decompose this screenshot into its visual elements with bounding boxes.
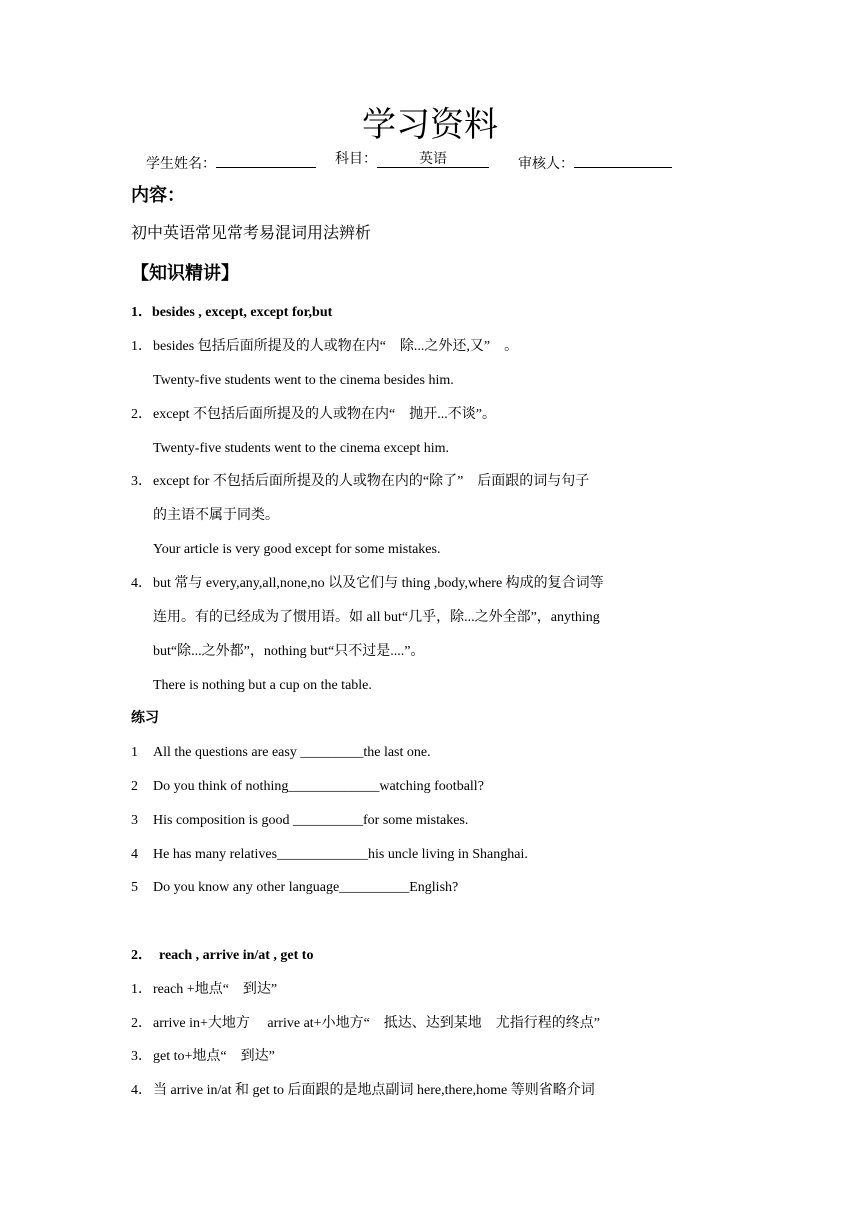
practice-item-5 xyxy=(131,878,458,898)
item-text: get to+地点“ 到达” xyxy=(153,1049,275,1064)
item-number: 3． xyxy=(131,474,152,489)
student-name-blank xyxy=(216,150,316,168)
practice-item-2 xyxy=(131,777,484,797)
item-number: 2． xyxy=(131,1016,152,1031)
item-number: 1． xyxy=(131,982,152,997)
item-text: reach +地点“ 到达” xyxy=(153,982,278,997)
item-text: except for 不包括后面所提及的人或物在内的“除了” 后面跟的词与句子 xyxy=(153,474,590,489)
item-number: 4． xyxy=(131,576,152,591)
student-name-field xyxy=(146,150,316,175)
reviewer-label: 审核人： xyxy=(518,157,574,172)
part2-item-4 xyxy=(131,1081,595,1101)
item-text: 当 arrive in/at 和 get to 后面跟的是地点副词 here,there,home 等则省略介词 xyxy=(153,1083,595,1098)
part1-item-4-cont: 连用。有的已经成为了惯用语。如 all but“几乎，除...之外全部”，anything xyxy=(153,610,600,625)
part2-heading: 2． reach , arrive in/at , get to xyxy=(131,948,314,963)
practice-text: Do you know any other language__________English? xyxy=(153,880,459,895)
part1-item-4-cont2: but“除...之外都”，nothing but“只不过是....”。 xyxy=(153,644,425,659)
part1-item-3 xyxy=(131,472,589,492)
practice-item-4 xyxy=(131,845,528,865)
part2-item-3 xyxy=(131,1047,275,1067)
item-number: 2． xyxy=(131,407,152,422)
practice-number: 2 xyxy=(131,779,138,794)
reviewer-blank xyxy=(574,150,672,168)
practice-text: He has many relatives_____________his uncle living in Shanghai. xyxy=(153,847,528,862)
subject-label: 科目： xyxy=(335,152,377,167)
part1-item-3-example: Your article is very good except for some mistakes. xyxy=(153,542,441,557)
practice-number: 3 xyxy=(131,813,138,828)
practice-item-1 xyxy=(131,743,431,763)
item-number: 3． xyxy=(131,1049,152,1064)
reviewer-field xyxy=(518,150,672,175)
part1-heading: 1．besides , except, except for,but xyxy=(131,305,333,320)
item-text: besides 包括后面所提及的人或物在内“ 除...之外还,又” 。 xyxy=(153,339,519,354)
practice-text: His composition is good __________for some mistakes. xyxy=(153,813,469,828)
part1-item-2 xyxy=(131,405,496,425)
practice-number: 4 xyxy=(131,847,138,862)
practice-number: 1 xyxy=(131,745,138,760)
subject-field xyxy=(335,150,489,170)
student-name-label: 学生姓名： xyxy=(146,157,216,172)
part1-item-1 xyxy=(131,337,518,357)
page-title: 学习资料 xyxy=(362,107,498,144)
subject-value: 英语 xyxy=(377,150,489,168)
content-label: 内容： xyxy=(131,185,185,205)
practice-text: Do you think of nothing_____________watching football? xyxy=(153,779,484,794)
part1-item-4-example: There is nothing but a cup on the table. xyxy=(153,678,372,693)
item-text: except 不包括后面所提及的人或物在内“ 抛开...不谈”。 xyxy=(153,407,496,422)
part1-item-2-example: Twenty-five students went to the cinema except him. xyxy=(153,441,450,456)
section-title: 【知识精讲】 xyxy=(131,263,239,283)
item-text: but 常与 every,any,all,none,no 以及它们与 thing ,body,where 构成的复合词等 xyxy=(153,576,604,591)
practice-item-3 xyxy=(131,811,468,831)
part1-item-3-cont: 的主语不属于同类。 xyxy=(153,508,279,523)
practice-label: 练习 xyxy=(131,711,159,726)
practice-text: All the questions are easy _________the last one. xyxy=(153,745,431,760)
topic-line: 初中英语常见常考易混词用法辨析 xyxy=(131,225,372,242)
practice-number: 5 xyxy=(131,880,138,895)
item-number: 1． xyxy=(131,339,152,354)
part2-item-2 xyxy=(131,1014,600,1034)
part1-item-4 xyxy=(131,574,604,594)
part1-item-1-example: Twenty-five students went to the cinema besides him. xyxy=(153,373,454,388)
part2-item-1 xyxy=(131,980,277,1000)
item-number: 4． xyxy=(131,1083,152,1098)
item-text: arrive in+大地方 arrive at+小地方“ 抵达、达到某地 尤指行程的终点” xyxy=(153,1016,600,1031)
